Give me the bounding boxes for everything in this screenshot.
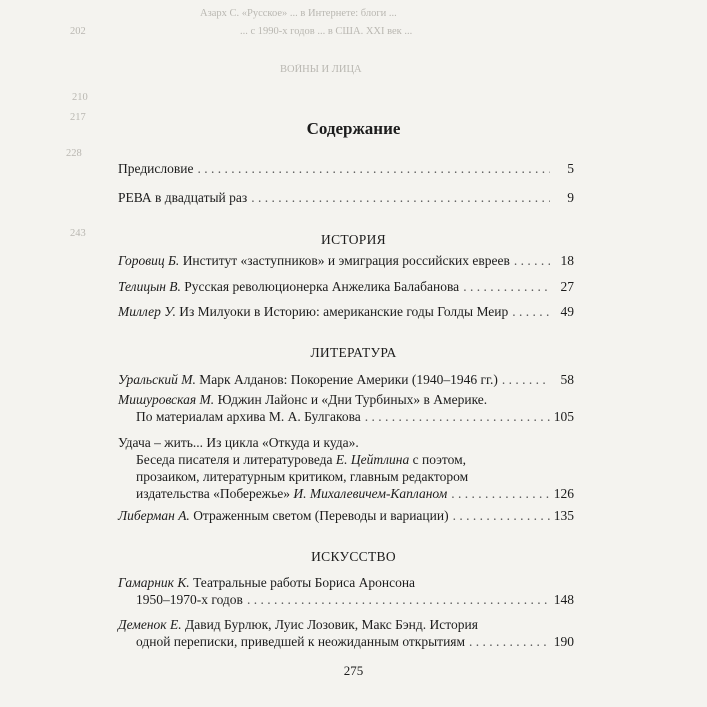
entry-title: Юджин Лайонс и «Дни Турбиных» в Америке.	[217, 392, 488, 407]
entry-page: 9	[567, 190, 574, 205]
entry-page: 18	[560, 253, 574, 268]
leader-dots	[251, 189, 550, 206]
toc-entry[interactable]	[118, 303, 574, 320]
entry-author: Телицын В.	[118, 279, 181, 294]
entry-author: Е. Цейтлина	[335, 452, 410, 467]
leader-dots	[463, 278, 550, 295]
entry-title-cont: издательства «Побережье» И. Михалевичем-Капланом	[136, 486, 448, 501]
entry-title: Отраженным светом (Переводы и вариации)	[193, 508, 449, 523]
entry-page: 148	[553, 592, 574, 607]
bleed-through-line: Азарх С. «Русское» ... в Интернете: блоги ...	[200, 8, 397, 19]
toc-entry[interactable]	[118, 574, 574, 608]
entry-page: 5	[567, 161, 574, 176]
section-heading-history: ИСТОРИЯ	[321, 232, 386, 247]
leader-dots	[365, 408, 550, 425]
entry-title-cont: Беседа писателя и литературоведа Е. Цейтлина с поэтом,	[136, 452, 467, 467]
entry-title-cont: одной переписки, приведшей к неожиданным открытиям	[136, 634, 466, 649]
entry-title: Институт «заступников» и эмиграция российских евреев	[182, 253, 510, 268]
entry-title-cont: По материалам архива М. А. Булгакова	[136, 409, 361, 424]
bleed-through-line: ... с 1990-х годов ... в США. XXI век ...	[240, 26, 413, 37]
entry-title: Театральные работы Бориса Аронсона	[193, 575, 416, 590]
toc-heading: Содержание	[306, 119, 401, 138]
entry-page: 27	[560, 279, 574, 294]
bleed-through-number: 228	[66, 148, 82, 159]
leader-dots	[453, 507, 550, 524]
leader-dots	[469, 633, 550, 650]
leader-dots	[512, 303, 550, 320]
bleed-through-number: 210	[72, 92, 88, 103]
toc-entry-preface[interactable]	[118, 160, 574, 177]
leader-dots	[502, 371, 550, 388]
entry-title: Из Милуоки в Историю: американские годы Голды Меир	[179, 304, 509, 319]
bleed-through-line: ВОЙНЫ И ЛИЦА	[280, 64, 362, 75]
entry-title: Предисловие	[118, 161, 194, 176]
entry-author: Либерман А.	[118, 508, 190, 523]
entry-page: 58	[560, 372, 574, 387]
toc-entry[interactable]	[118, 391, 574, 425]
entry-author: Уральский М.	[118, 372, 196, 387]
bleed-through-number: 202	[70, 26, 86, 37]
leader-dots	[197, 160, 550, 177]
entry-author: И. Михалевичем-Капланом	[293, 486, 448, 501]
bleed-through-number: 243	[70, 228, 86, 239]
section-heading-art: ИСКУССТВО	[311, 549, 396, 564]
page-number: 275	[343, 663, 364, 678]
entry-title: Удача – жить... Из цикла «Откуда и куда».	[118, 435, 359, 450]
leader-dots	[451, 485, 550, 502]
toc-entry[interactable]	[118, 616, 574, 650]
entry-title: РЕВА в двадцатый раз	[118, 190, 248, 205]
entry-title: Давид Бурлюк, Луис Лозовик, Макс Бэнд. История	[185, 617, 478, 632]
leader-dots	[514, 252, 550, 269]
entry-author: Мишуровская М.	[118, 392, 215, 407]
entry-title-cont: прозаиком, литературным критиком, главным редактором	[136, 469, 469, 484]
section-heading-literature: ЛИТЕРАТУРА	[310, 345, 397, 360]
entry-author: Миллер У.	[118, 304, 176, 319]
entry-page: 135	[553, 508, 574, 523]
toc-entry-reva[interactable]	[118, 189, 574, 206]
entry-title-cont: 1950–1970-х годов	[136, 592, 243, 607]
toc-entry[interactable]	[118, 252, 574, 269]
toc-entry[interactable]	[118, 278, 574, 295]
entry-page: 126	[553, 486, 574, 501]
entry-author: Деменок Е.	[118, 617, 182, 632]
entry-page: 105	[553, 409, 574, 424]
entry-page: 190	[553, 634, 574, 649]
leader-dots	[247, 591, 550, 608]
entry-author: Гамарник К.	[118, 575, 190, 590]
bleed-through-number: 217	[70, 112, 86, 123]
entry-title: Марк Алданов: Покорение Америки (1940–1946 гг.)	[199, 372, 498, 387]
toc-entry[interactable]	[118, 434, 574, 502]
entry-title: Русская революционерка Анжелика Балабанова	[184, 279, 460, 294]
entry-author: Горовиц Б.	[118, 253, 180, 268]
toc-entry[interactable]	[118, 371, 574, 388]
toc-entry[interactable]	[118, 507, 574, 524]
entry-page: 49	[560, 304, 574, 319]
